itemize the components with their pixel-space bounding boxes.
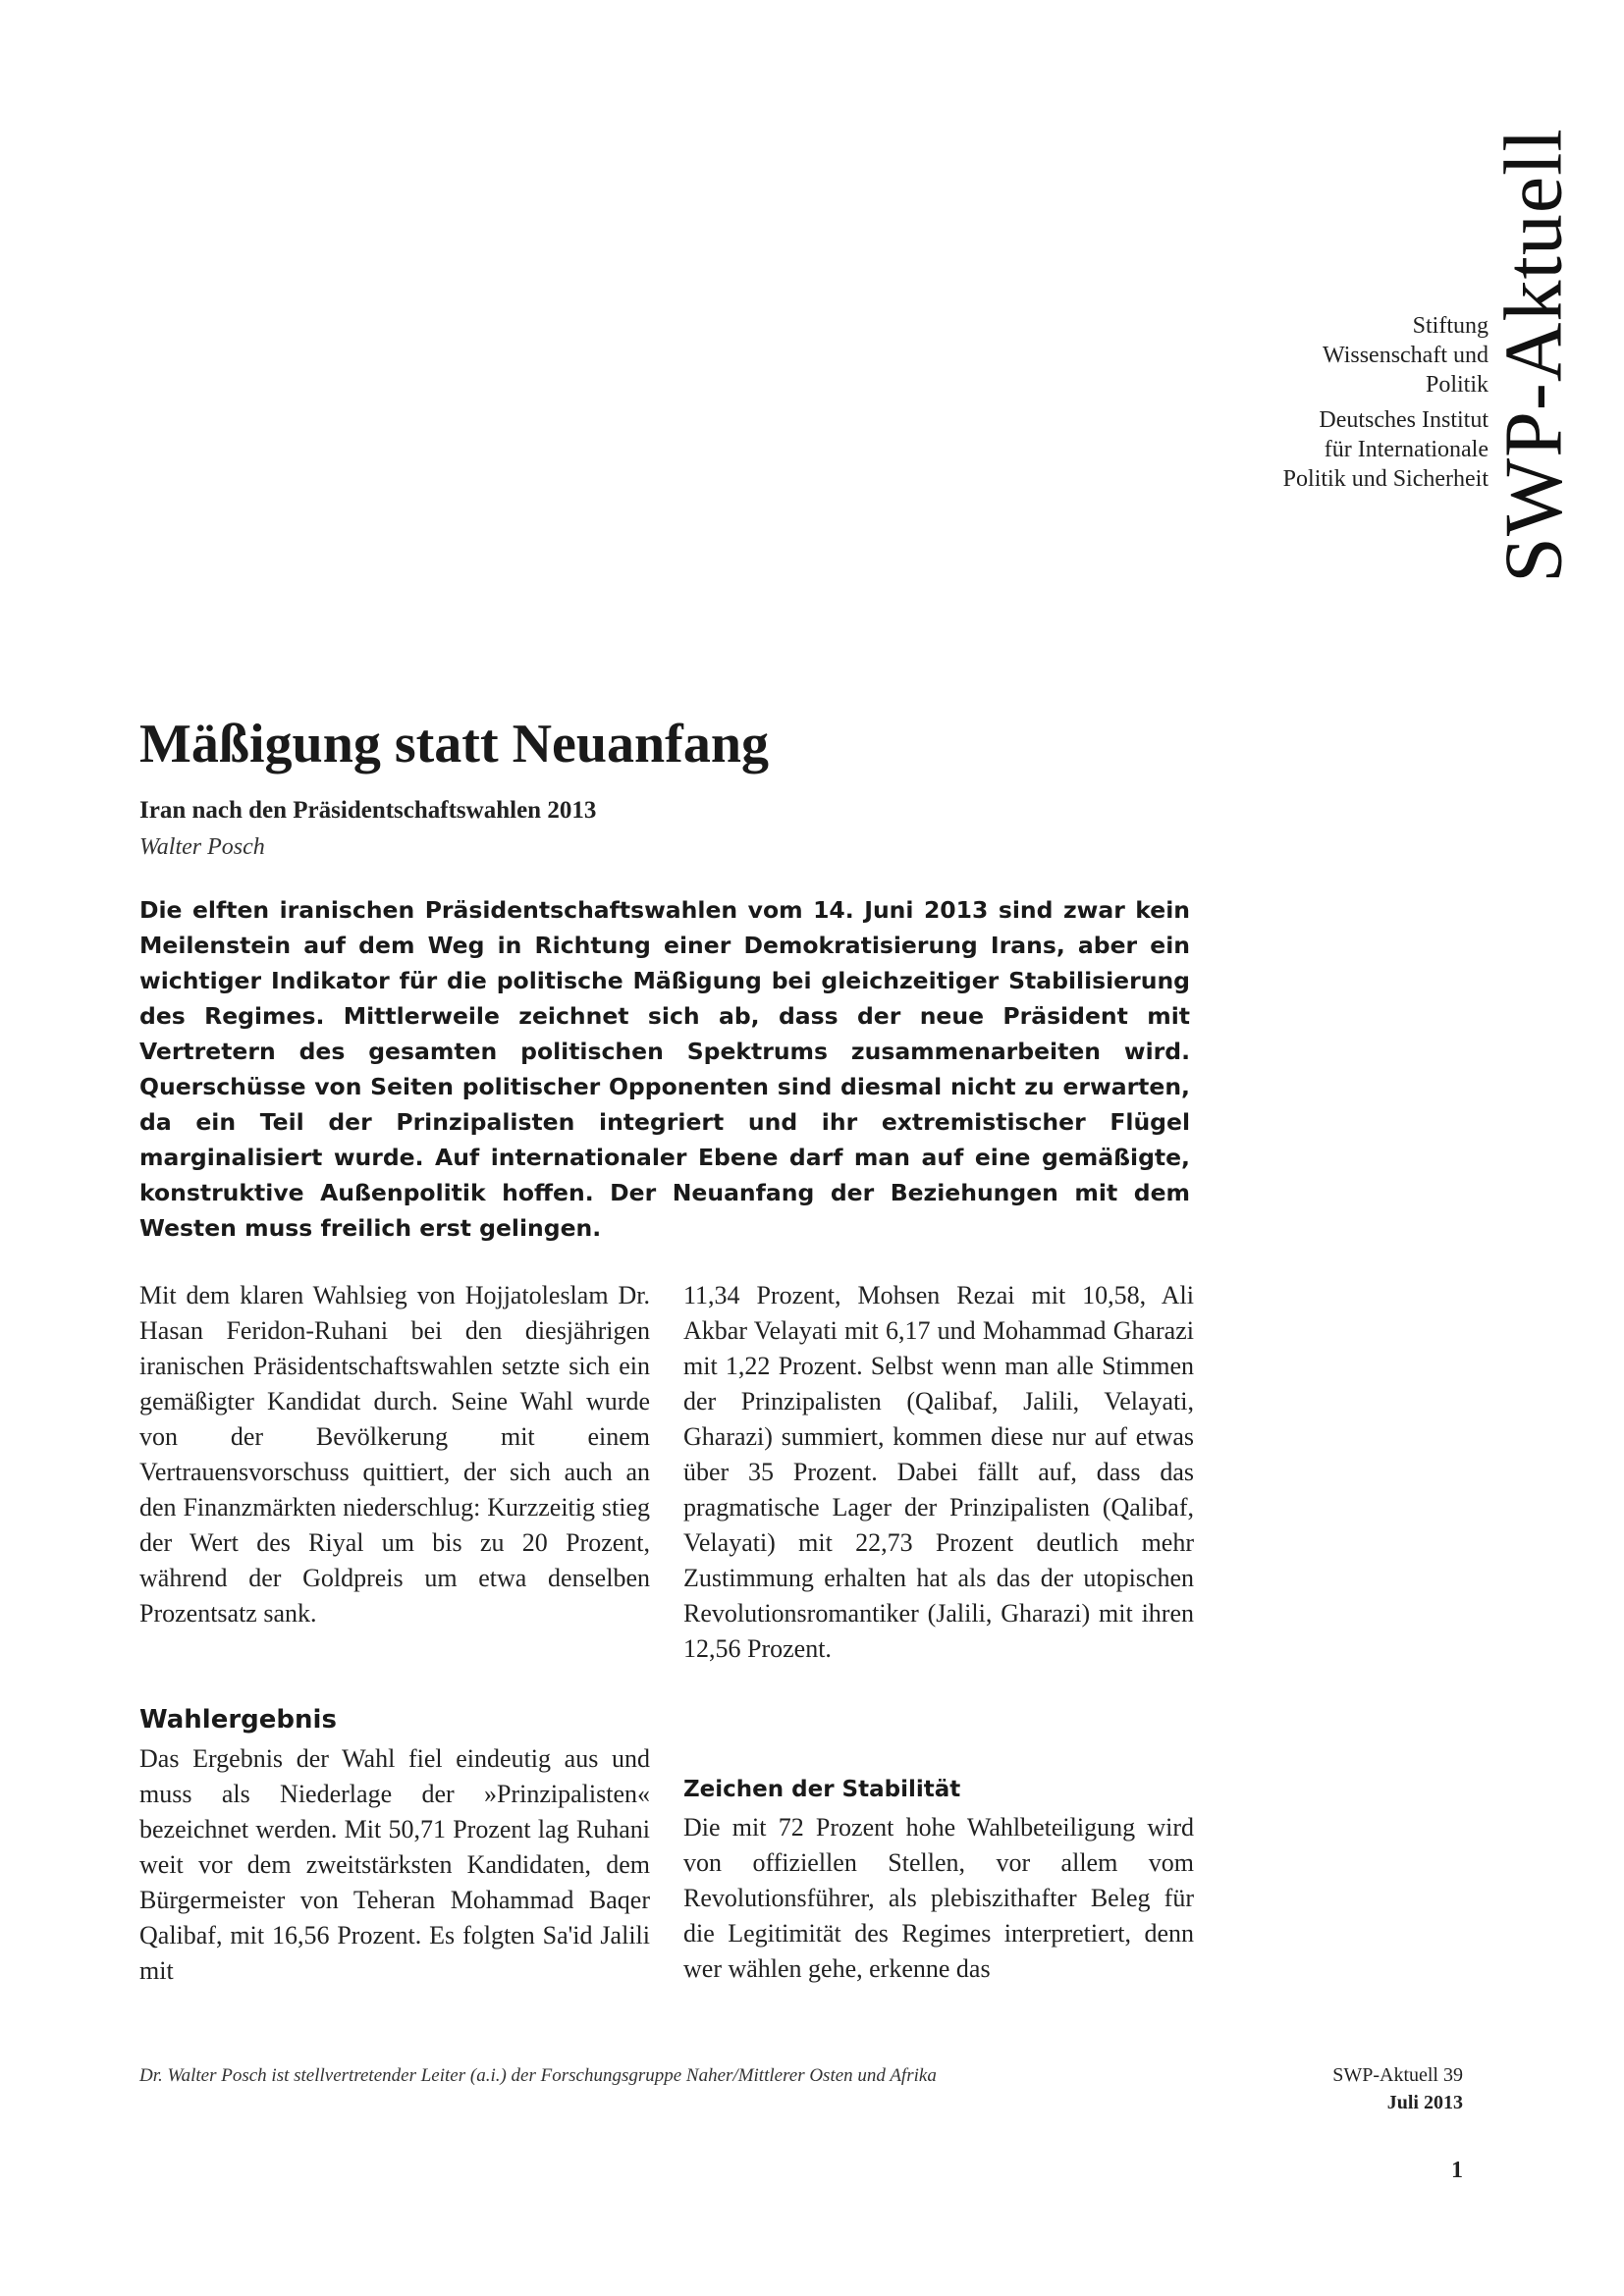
brand-name: SWP-Aktuell <box>1488 128 1580 583</box>
article-abstract: Die elften iranischen Präsidentschaftswahlen vom 14. Juni 2013 sind zwar kein Meilenstein auf dem Weg in Richtung einer Demokratisierung Irans, aber ein wichtiger Indikator für die politische Mäßigung bei gleichzeitiger Stabilisierung des Regimes. Mittlerweile zeichnet sich ab, dass der neue Präsident mit Vertretern des gesamten politischen Spektrums zusammenarbeiten wird. Querschüsse von Seiten politischer Opponenten sind diesmal nicht zu erwarten, da ein Teil der Prinzipalisten integriert und ihr extremistischer Flügel marginalisiert wurde. Auf internationaler Ebene darf man auf eine gemäßigte, konstruktive Außenpolitik hoffen. Der Neuanfang der Beziehungen mit dem Westen muss freilich erst gelingen. <box>139 896 1190 1242</box>
section-paragraph: Die mit 72 Prozent hohe Wahlbeteiligung wird von offiziellen Stellen, vor allem vom Revolutionsführer, als plebiszithafter Beleg für die Legitimität des Regimes interpretiert, denn wer wählen gehe, erkenne das <box>683 1813 1194 1983</box>
body-column-right <box>683 1278 1194 1667</box>
intro-paragraph: Mit dem klaren Wahlsieg von Hojjatoleslam Dr. Hasan Feridon-Ruhani bei den diesjährigen iranischen Präsidentschaftswahlen setzte sich ein gemäßigter Kandidat durch. Seine Wahl wurde von der Bevölkerung mit einem Vertrauensvorschuss quittiert, der sich auch an den Finanzmärkten niederschlug: Kurzzeitig stieg der Wert des Riyal um bis zu 20 Prozent, während der Goldpreis um etwa denselben Prozentsatz sank. <box>139 1281 650 1628</box>
institute-name-block <box>1283 405 1489 494</box>
org-line: Wissenschaft und <box>1323 343 1489 368</box>
institute-line: Deutsches Institut <box>1319 407 1489 433</box>
org-name-block <box>1323 311 1489 400</box>
section-heading-wahlergebnis: Wahlergebnis <box>139 1705 337 1735</box>
body-column-left-section <box>139 1741 650 1989</box>
right-paragraph: 11,34 Prozent, Mohsen Rezai mit 10,58, Ali Akbar Velayati mit 6,17 und Mohammad Gharazi mit 1,22 Prozent. Selbst wenn man alle Stimmen der Prinzipalisten (Qalibaf, Jalili, Velayati, Gharazi) summiert, kommen diese nur auf etwas über 35 Prozent. Dabei fällt auf, dass das pragmatische Lager der Prinzipalisten (Qalibaf, Velayati) mit 22,73 Prozent deutlich mehr Zustimmung erhalten hat als das der utopischen Revolutionsromantiker (Jalili, Gharazi) mit ihren 12,56 Prozent. <box>683 1281 1194 1663</box>
section-heading-stabilitaet: Zeichen der Stabilität <box>683 1777 961 1802</box>
article-subtitle: Iran nach den Präsidentschaftswahlen 2013 <box>139 797 597 824</box>
org-line: Politik <box>1425 372 1489 398</box>
body-column-right-section <box>683 1810 1194 1987</box>
brand-vertical-logo <box>1485 51 1583 660</box>
series-name: SWP-Aktuell 39 <box>1332 2064 1463 2086</box>
org-line: Stiftung <box>1412 313 1489 339</box>
author-footnote: Dr. Walter Posch ist stellvertretender Leiter (a.i.) der Forschungsgruppe Naher/Mittlerer Osten und Afrika <box>139 2065 937 2086</box>
page-number: 1 <box>1451 2158 1463 2183</box>
series-info <box>1332 2061 1463 2116</box>
body-column-left-intro <box>139 1278 650 1631</box>
article-author: Walter Posch <box>139 834 265 860</box>
institute-line: Politik und Sicherheit <box>1282 466 1489 492</box>
series-date: Juli 2013 <box>1386 2092 1463 2113</box>
section-paragraph: Das Ergebnis der Wahl fiel eindeutig aus und muss als Niederlage der »Prinzipalisten« bezeichnet werden. Mit 50,71 Prozent lag Ruhani weit vor dem zweitstärksten Kandidaten, dem Bürgermeister von Teheran Mohammad Baqer Qalibaf, mit 16,56 Prozent. Es folgten Sa'id Jalili mit <box>139 1744 650 1985</box>
article-title: Mäßigung statt Neuanfang <box>139 714 769 774</box>
institute-line: für Internationale <box>1324 437 1489 462</box>
